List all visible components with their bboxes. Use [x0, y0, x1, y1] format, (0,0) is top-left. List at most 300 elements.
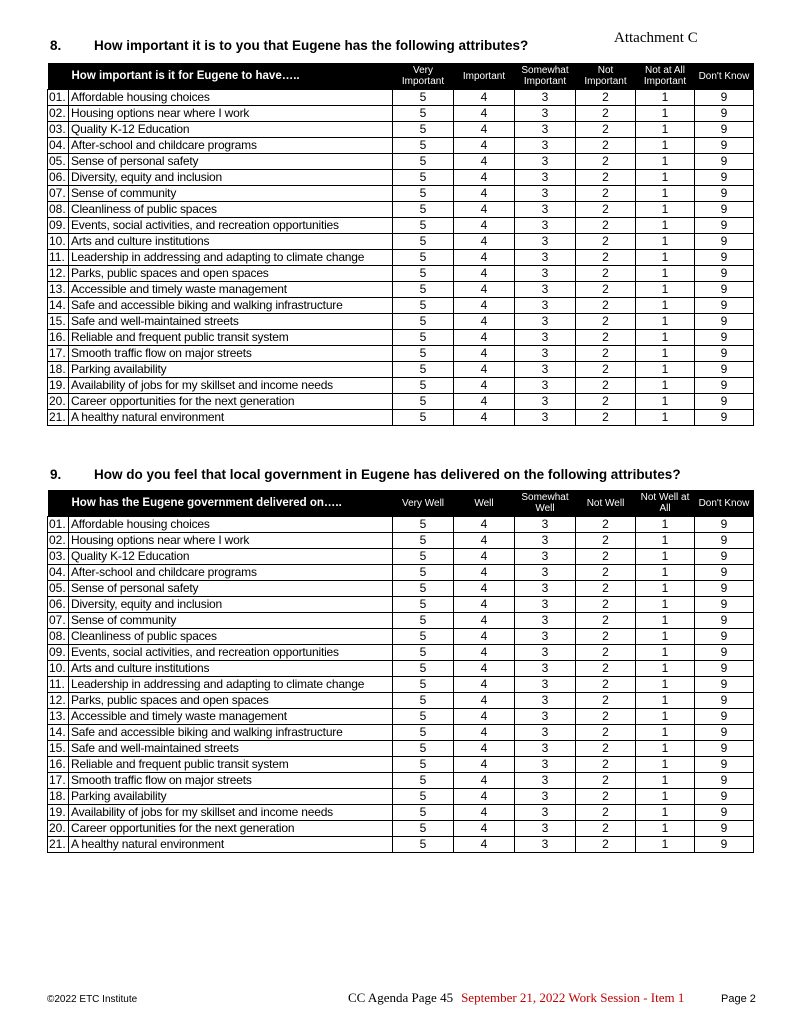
rating-option[interactable]: 4 — [454, 709, 515, 725]
rating-option[interactable]: 1 — [636, 90, 695, 106]
rating-option[interactable]: 2 — [576, 218, 636, 234]
rating-option[interactable]: 9 — [695, 837, 754, 853]
table-row — [48, 549, 754, 565]
rating-option[interactable]: 1 — [636, 629, 695, 645]
rating-option[interactable]: 9 — [695, 282, 754, 298]
rating-option[interactable]: 9 — [695, 565, 754, 581]
rating-option[interactable]: 9 — [695, 154, 754, 170]
table-row — [48, 234, 754, 250]
rating-option[interactable]: 1 — [636, 757, 695, 773]
rating-option[interactable]: 2 — [576, 234, 636, 250]
rating-option[interactable]: 3 — [515, 805, 576, 821]
item-number: 18. — [48, 362, 69, 377]
rating-option[interactable]: 9 — [695, 789, 754, 805]
rating-option[interactable]: 4 — [454, 250, 515, 266]
rating-option[interactable]: 1 — [636, 250, 695, 266]
rating-option[interactable]: 4 — [454, 106, 515, 122]
rating-option[interactable]: 4 — [454, 266, 515, 282]
rating-option[interactable]: 5 — [393, 597, 454, 613]
rating-option[interactable]: 4 — [454, 394, 515, 410]
rating-option[interactable]: 2 — [576, 837, 636, 853]
rating-option[interactable]: 1 — [636, 533, 695, 549]
rating-option[interactable]: 5 — [393, 314, 454, 330]
rating-option[interactable]: 5 — [393, 234, 454, 250]
rating-option[interactable]: 1 — [636, 266, 695, 282]
rating-option[interactable]: 4 — [454, 565, 515, 581]
rating-option[interactable]: 1 — [636, 314, 695, 330]
rating-option[interactable]: 2 — [576, 805, 636, 821]
rating-option[interactable]: 4 — [454, 629, 515, 645]
rating-option[interactable]: 4 — [454, 805, 515, 821]
rating-option[interactable]: 2 — [576, 90, 636, 106]
rating-option[interactable]: 2 — [576, 709, 636, 725]
rating-option[interactable]: 9 — [695, 533, 754, 549]
rating-option[interactable]: 5 — [393, 90, 454, 106]
rating-option[interactable]: 3 — [515, 218, 576, 234]
rating-option[interactable]: 4 — [454, 789, 515, 805]
rating-option[interactable]: 5 — [393, 741, 454, 757]
rating-option[interactable]: 9 — [695, 645, 754, 661]
item-cell — [48, 597, 393, 613]
rating-option[interactable]: 2 — [576, 517, 636, 533]
rating-option[interactable]: 1 — [636, 645, 695, 661]
rating-option[interactable]: 2 — [576, 581, 636, 597]
rating-option[interactable]: 9 — [695, 250, 754, 266]
rating-option[interactable]: 1 — [636, 693, 695, 709]
rating-option[interactable]: 2 — [576, 549, 636, 565]
rating-option[interactable]: 4 — [454, 330, 515, 346]
rating-option[interactable]: 5 — [393, 106, 454, 122]
rating-option[interactable]: 3 — [515, 250, 576, 266]
rating-option[interactable]: 5 — [393, 533, 454, 549]
rating-option[interactable]: 5 — [393, 170, 454, 186]
rating-option[interactable]: 9 — [695, 234, 754, 250]
rating-option[interactable]: 2 — [576, 394, 636, 410]
rating-option[interactable]: 1 — [636, 821, 695, 837]
rating-option[interactable]: 5 — [393, 677, 454, 693]
rating-option[interactable]: 2 — [576, 186, 636, 202]
rating-option[interactable]: 5 — [393, 549, 454, 565]
rating-option[interactable]: 2 — [576, 645, 636, 661]
rating-option[interactable]: 5 — [393, 186, 454, 202]
rating-option[interactable]: 4 — [454, 378, 515, 394]
rating-option[interactable]: 4 — [454, 613, 515, 629]
rating-option[interactable]: 3 — [515, 677, 576, 693]
rating-option[interactable]: 4 — [454, 693, 515, 709]
rating-option[interactable]: 9 — [695, 314, 754, 330]
item-cell — [48, 186, 393, 202]
rating-option[interactable]: 9 — [695, 394, 754, 410]
rating-option[interactable]: 3 — [515, 581, 576, 597]
rating-option[interactable]: 3 — [515, 362, 576, 378]
rating-option[interactable]: 1 — [636, 613, 695, 629]
rating-option[interactable]: 9 — [695, 821, 754, 837]
rating-option[interactable]: 5 — [393, 629, 454, 645]
rating-option[interactable]: 1 — [636, 805, 695, 821]
table-row — [48, 645, 754, 661]
table-row — [48, 789, 754, 805]
rating-option[interactable]: 2 — [576, 346, 636, 362]
rating-option[interactable]: 2 — [576, 378, 636, 394]
table-row — [48, 394, 754, 410]
rating-option[interactable]: 1 — [636, 837, 695, 853]
item-label: Affordable housing choices — [71, 517, 210, 531]
rating-option[interactable]: 1 — [636, 202, 695, 218]
rating-option[interactable]: 2 — [576, 693, 636, 709]
rating-option[interactable]: 3 — [515, 629, 576, 645]
rating-option[interactable]: 1 — [636, 789, 695, 805]
rating-option[interactable]: 1 — [636, 597, 695, 613]
rating-option[interactable]: 3 — [515, 394, 576, 410]
rating-option[interactable]: 1 — [636, 378, 695, 394]
item-cell — [48, 821, 393, 837]
rating-option[interactable]: 3 — [515, 565, 576, 581]
rating-option[interactable]: 2 — [576, 533, 636, 549]
table-row — [48, 629, 754, 645]
item-label: Cleanliness of public spaces — [71, 629, 217, 643]
rating-option[interactable]: 1 — [636, 581, 695, 597]
rating-option[interactable]: 3 — [515, 346, 576, 362]
item-label: Reliable and frequent public transit system — [71, 757, 289, 771]
item-number: 08. — [48, 202, 69, 217]
rating-option[interactable]: 9 — [695, 581, 754, 597]
rating-option[interactable]: 3 — [515, 154, 576, 170]
rating-option[interactable]: 2 — [576, 330, 636, 346]
rating-option[interactable]: 2 — [576, 773, 636, 789]
rating-option[interactable]: 5 — [393, 789, 454, 805]
rating-option[interactable]: 2 — [576, 613, 636, 629]
question-8-title — [50, 38, 528, 53]
item-number: 05. — [48, 581, 69, 596]
rating-option[interactable]: 1 — [636, 218, 695, 234]
rating-option[interactable]: 5 — [393, 693, 454, 709]
rating-option[interactable]: 4 — [454, 757, 515, 773]
rating-option[interactable]: 4 — [454, 410, 515, 426]
rating-option[interactable]: 3 — [515, 741, 576, 757]
rating-option[interactable]: 5 — [393, 330, 454, 346]
rating-option[interactable]: 4 — [454, 677, 515, 693]
rating-option[interactable]: 1 — [636, 122, 695, 138]
rating-option[interactable]: 1 — [636, 741, 695, 757]
item-label: Safe and well-maintained streets — [71, 741, 239, 755]
rating-option[interactable]: 2 — [576, 757, 636, 773]
rating-option[interactable]: 9 — [695, 330, 754, 346]
rating-option[interactable]: 9 — [695, 693, 754, 709]
rating-option[interactable]: 4 — [454, 597, 515, 613]
rating-option[interactable]: 2 — [576, 741, 636, 757]
rating-option[interactable]: 4 — [454, 725, 515, 741]
rating-option[interactable]: 3 — [515, 314, 576, 330]
rating-option[interactable]: 3 — [515, 693, 576, 709]
rating-option[interactable]: 2 — [576, 565, 636, 581]
rating-option[interactable]: 5 — [393, 517, 454, 533]
item-cell — [48, 549, 393, 565]
table-row — [48, 773, 754, 789]
item-number: 15. — [48, 741, 69, 756]
rating-option[interactable]: 4 — [454, 645, 515, 661]
rating-option[interactable]: 3 — [515, 549, 576, 565]
item-label: A healthy natural environment — [71, 837, 224, 851]
rating-option[interactable]: 9 — [695, 741, 754, 757]
item-number: 01. — [48, 517, 69, 532]
rating-option[interactable]: 9 — [695, 106, 754, 122]
rating-option[interactable]: 9 — [695, 597, 754, 613]
rating-option[interactable]: 4 — [454, 581, 515, 597]
rating-option[interactable]: 5 — [393, 645, 454, 661]
rating-option[interactable]: 9 — [695, 517, 754, 533]
rating-option[interactable]: 5 — [393, 757, 454, 773]
rating-option[interactable]: 5 — [393, 202, 454, 218]
rating-option[interactable]: 4 — [454, 314, 515, 330]
rating-option[interactable]: 5 — [393, 266, 454, 282]
rating-option[interactable]: 4 — [454, 549, 515, 565]
rating-option[interactable]: 4 — [454, 661, 515, 677]
rating-option[interactable]: 5 — [393, 218, 454, 234]
rating-option[interactable]: 5 — [393, 378, 454, 394]
rating-option[interactable]: 2 — [576, 106, 636, 122]
rating-option[interactable]: 2 — [576, 410, 636, 426]
item-label: Parks, public spaces and open spaces — [71, 693, 269, 707]
rating-option[interactable]: 1 — [636, 298, 695, 314]
rating-option[interactable]: 2 — [576, 362, 636, 378]
rating-option[interactable]: 2 — [576, 789, 636, 805]
rating-option[interactable]: 1 — [636, 773, 695, 789]
rating-option[interactable]: 3 — [515, 186, 576, 202]
rating-option[interactable]: 2 — [576, 122, 636, 138]
rating-option[interactable]: 3 — [515, 661, 576, 677]
rating-option[interactable]: 5 — [393, 138, 454, 154]
rating-option[interactable]: 4 — [454, 298, 515, 314]
rating-option[interactable]: 1 — [636, 362, 695, 378]
rating-option[interactable]: 2 — [576, 154, 636, 170]
item-label: Career opportunities for the next generation — [71, 821, 295, 835]
table-row — [48, 693, 754, 709]
rating-option[interactable]: 5 — [393, 154, 454, 170]
rating-option[interactable]: 5 — [393, 346, 454, 362]
rating-option[interactable]: 2 — [576, 138, 636, 154]
rating-option[interactable]: 1 — [636, 677, 695, 693]
rating-option[interactable]: 9 — [695, 661, 754, 677]
rating-option[interactable]: 4 — [454, 837, 515, 853]
rating-option[interactable]: 9 — [695, 170, 754, 186]
rating-option[interactable]: 1 — [636, 517, 695, 533]
rating-option[interactable]: 4 — [454, 218, 515, 234]
rating-option[interactable]: 4 — [454, 533, 515, 549]
rating-option[interactable]: 3 — [515, 298, 576, 314]
rating-option[interactable]: 2 — [576, 282, 636, 298]
rating-option[interactable]: 2 — [576, 298, 636, 314]
rating-option[interactable]: 4 — [454, 234, 515, 250]
rating-option[interactable]: 9 — [695, 186, 754, 202]
rating-option[interactable]: 3 — [515, 138, 576, 154]
rating-option[interactable]: 3 — [515, 725, 576, 741]
rating-option[interactable]: 2 — [576, 821, 636, 837]
rating-option[interactable]: 4 — [454, 202, 515, 218]
rating-option[interactable]: 9 — [695, 805, 754, 821]
rating-option[interactable]: 3 — [515, 90, 576, 106]
rating-option[interactable]: 3 — [515, 517, 576, 533]
rating-option[interactable]: 4 — [454, 154, 515, 170]
rating-option[interactable]: 9 — [695, 757, 754, 773]
footer-session: September 21, 2022 Work Session - Item 1 — [461, 990, 685, 1005]
rating-option[interactable]: 4 — [454, 122, 515, 138]
rating-option[interactable]: 1 — [636, 725, 695, 741]
footer-copyright: ©2022 ETC Institute — [47, 994, 138, 1005]
rating-option[interactable]: 9 — [695, 138, 754, 154]
rating-option[interactable]: 9 — [695, 202, 754, 218]
rating-option[interactable]: 5 — [393, 122, 454, 138]
item-label: Housing options near where I work — [71, 106, 250, 120]
rating-option[interactable]: 9 — [695, 613, 754, 629]
rating-option[interactable]: 4 — [454, 821, 515, 837]
rating-option[interactable]: 1 — [636, 170, 695, 186]
rating-option[interactable]: 3 — [515, 613, 576, 629]
rating-option[interactable]: 3 — [515, 234, 576, 250]
item-label: Events, social activities, and recreation opportunities — [71, 218, 339, 232]
rating-option[interactable]: 3 — [515, 330, 576, 346]
rating-option[interactable]: 4 — [454, 362, 515, 378]
rating-option[interactable]: 3 — [515, 106, 576, 122]
rating-option[interactable]: 2 — [576, 170, 636, 186]
rating-option[interactable]: 5 — [393, 613, 454, 629]
rating-option[interactable]: 2 — [576, 250, 636, 266]
item-label: Quality K-12 Education — [71, 122, 190, 136]
rating-option[interactable]: 1 — [636, 661, 695, 677]
rating-option[interactable]: 3 — [515, 645, 576, 661]
rating-option[interactable]: 9 — [695, 549, 754, 565]
item-label: Reliable and frequent public transit system — [71, 330, 289, 344]
question-9-table-header: How has the Eugene government delivered on….. — [48, 490, 393, 517]
rating-option[interactable]: 4 — [454, 282, 515, 298]
footer-page-number: Page 2 — [721, 993, 756, 1005]
rating-option[interactable]: 4 — [454, 186, 515, 202]
rating-option[interactable]: 9 — [695, 725, 754, 741]
rating-option[interactable]: 2 — [576, 677, 636, 693]
item-number: 12. — [48, 693, 69, 708]
item-number: 06. — [48, 170, 69, 185]
rating-option[interactable]: 4 — [454, 773, 515, 789]
item-cell — [48, 394, 393, 410]
rating-option[interactable]: 5 — [393, 250, 454, 266]
rating-option[interactable]: 2 — [576, 629, 636, 645]
rating-option[interactable]: 3 — [515, 837, 576, 853]
rating-option[interactable]: 1 — [636, 154, 695, 170]
rating-option[interactable]: 9 — [695, 709, 754, 725]
rating-option[interactable]: 1 — [636, 394, 695, 410]
question-9-number: 9. — [50, 467, 62, 482]
table-row — [48, 330, 754, 346]
rating-option[interactable]: 9 — [695, 218, 754, 234]
rating-option[interactable]: 4 — [454, 741, 515, 757]
table-row — [48, 90, 754, 106]
rating-option[interactable]: 3 — [515, 773, 576, 789]
rating-option[interactable]: 3 — [515, 757, 576, 773]
table-row — [48, 282, 754, 298]
rating-option[interactable]: 5 — [393, 362, 454, 378]
rating-option[interactable]: 5 — [393, 725, 454, 741]
rating-option[interactable]: 3 — [515, 170, 576, 186]
rating-option[interactable]: 9 — [695, 378, 754, 394]
rating-option[interactable]: 1 — [636, 565, 695, 581]
rating-option[interactable]: 4 — [454, 138, 515, 154]
column-somewhat-well: Somewhat Well — [515, 490, 576, 517]
rating-option[interactable]: 5 — [393, 837, 454, 853]
rating-option[interactable]: 9 — [695, 298, 754, 314]
rating-option[interactable]: 5 — [393, 394, 454, 410]
item-cell — [48, 234, 393, 250]
rating-option[interactable]: 9 — [695, 410, 754, 426]
rating-option[interactable]: 3 — [515, 282, 576, 298]
rating-option[interactable]: 4 — [454, 346, 515, 362]
rating-option[interactable]: 9 — [695, 629, 754, 645]
rating-option[interactable]: 1 — [636, 346, 695, 362]
rating-option[interactable]: 3 — [515, 202, 576, 218]
rating-option[interactable]: 2 — [576, 314, 636, 330]
rating-option[interactable]: 1 — [636, 410, 695, 426]
rating-option[interactable]: 3 — [515, 597, 576, 613]
rating-option[interactable]: 3 — [515, 378, 576, 394]
rating-option[interactable]: 5 — [393, 581, 454, 597]
rating-option[interactable]: 2 — [576, 725, 636, 741]
rating-option[interactable]: 3 — [515, 821, 576, 837]
rating-option[interactable]: 1 — [636, 709, 695, 725]
rating-option[interactable]: 3 — [515, 709, 576, 725]
rating-option[interactable]: 9 — [695, 362, 754, 378]
rating-option[interactable]: 3 — [515, 533, 576, 549]
rating-option[interactable]: 4 — [454, 170, 515, 186]
rating-option[interactable]: 3 — [515, 122, 576, 138]
question-9-table — [47, 490, 754, 853]
rating-option[interactable]: 9 — [695, 266, 754, 282]
rating-option[interactable]: 1 — [636, 549, 695, 565]
rating-option[interactable]: 5 — [393, 805, 454, 821]
rating-option[interactable]: 9 — [695, 122, 754, 138]
rating-option[interactable]: 3 — [515, 789, 576, 805]
rating-option[interactable]: 5 — [393, 282, 454, 298]
rating-option[interactable]: 1 — [636, 106, 695, 122]
rating-option[interactable]: 2 — [576, 597, 636, 613]
column-important: Important — [454, 63, 515, 90]
item-cell — [48, 773, 393, 789]
rating-option[interactable]: 9 — [695, 90, 754, 106]
rating-option[interactable]: 3 — [515, 410, 576, 426]
rating-option[interactable]: 1 — [636, 138, 695, 154]
rating-option[interactable]: 1 — [636, 186, 695, 202]
rating-option[interactable]: 4 — [454, 90, 515, 106]
rating-option[interactable]: 5 — [393, 709, 454, 725]
rating-option[interactable]: 2 — [576, 202, 636, 218]
rating-option[interactable]: 4 — [454, 517, 515, 533]
rating-option[interactable]: 3 — [515, 266, 576, 282]
rating-option[interactable]: 9 — [695, 677, 754, 693]
rating-option[interactable]: 5 — [393, 410, 454, 426]
rating-option[interactable]: 5 — [393, 565, 454, 581]
rating-option[interactable]: 5 — [393, 661, 454, 677]
item-cell — [48, 330, 393, 346]
rating-option[interactable]: 2 — [576, 661, 636, 677]
rating-option[interactable]: 1 — [636, 282, 695, 298]
rating-option[interactable]: 1 — [636, 330, 695, 346]
rating-option[interactable]: 5 — [393, 821, 454, 837]
rating-option[interactable]: 1 — [636, 234, 695, 250]
rating-option[interactable]: 5 — [393, 298, 454, 314]
rating-option[interactable]: 9 — [695, 773, 754, 789]
item-cell — [48, 138, 393, 154]
rating-option[interactable]: 2 — [576, 266, 636, 282]
item-cell — [48, 218, 393, 234]
rating-option[interactable]: 9 — [695, 346, 754, 362]
rating-option[interactable]: 5 — [393, 773, 454, 789]
